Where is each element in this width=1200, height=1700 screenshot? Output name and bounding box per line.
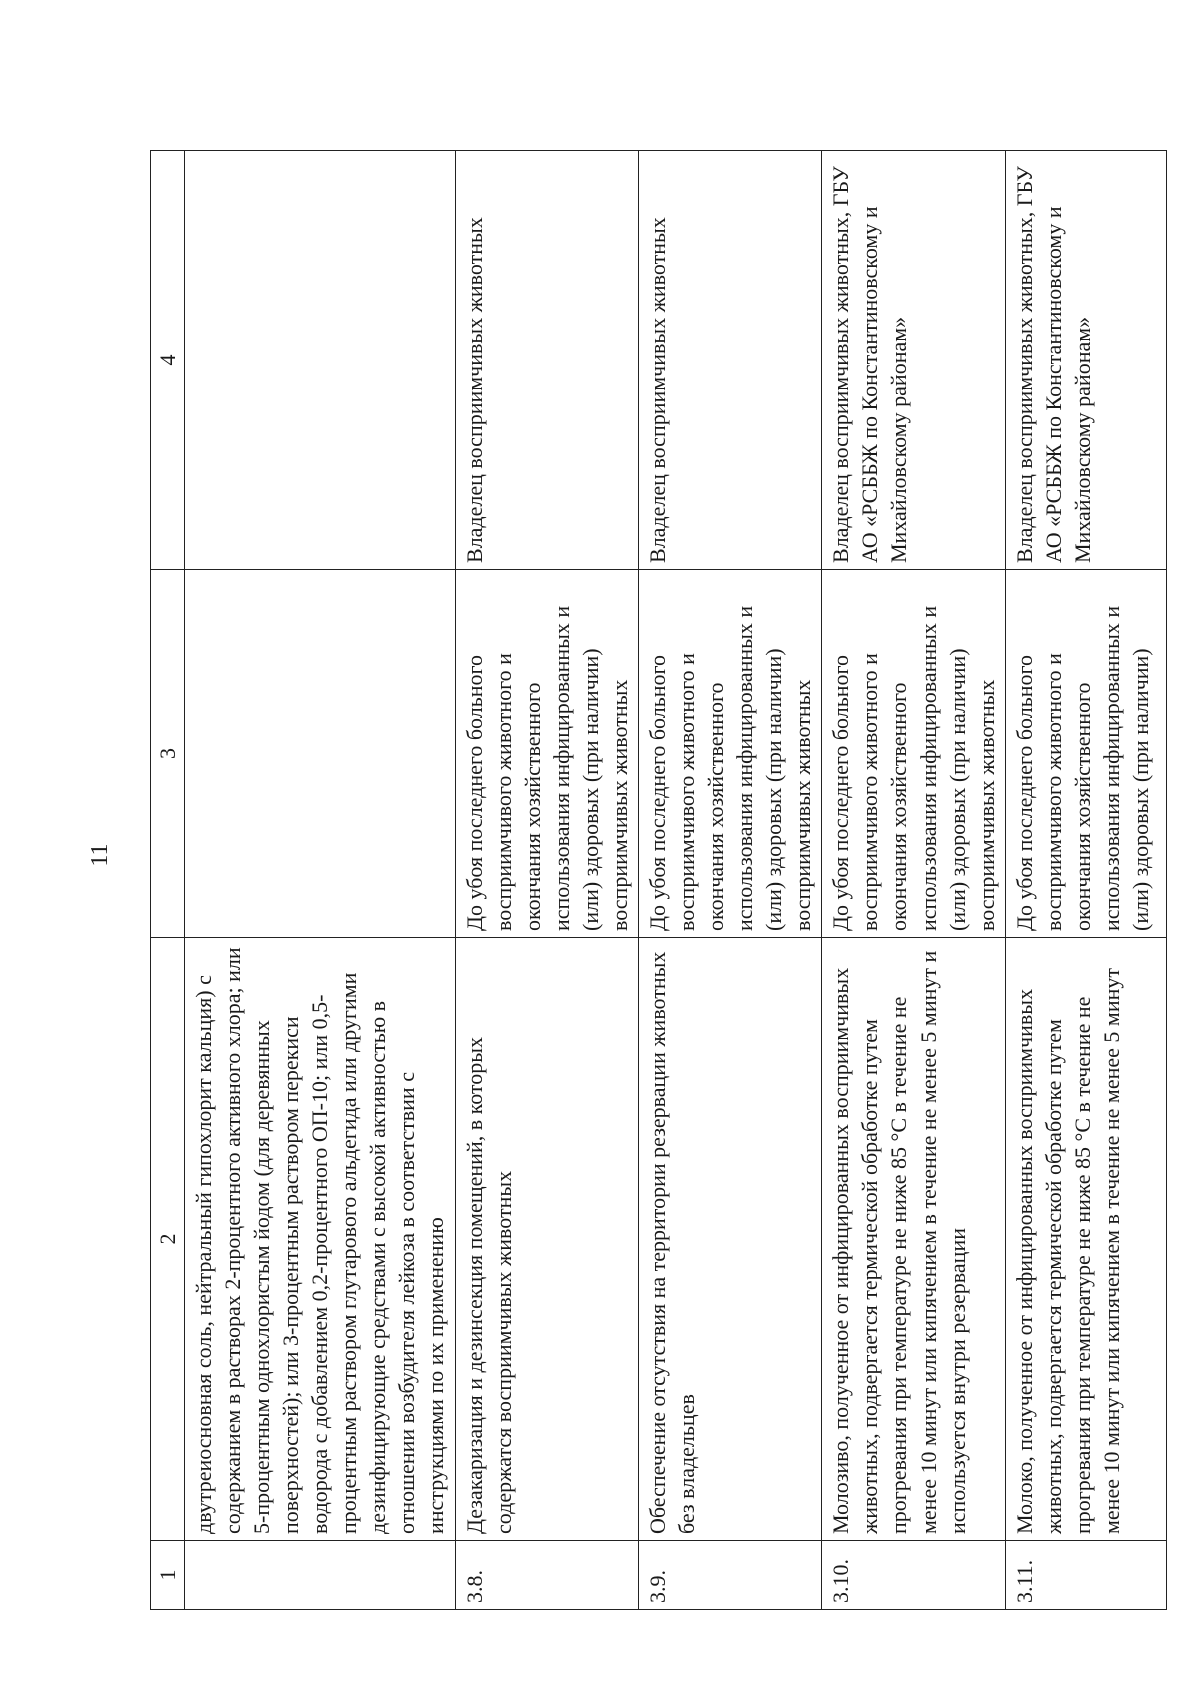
rotated-page [55, 30, 1175, 1680]
row-number: 3.9. [639, 1541, 822, 1610]
page-number: 11 [87, 843, 113, 867]
row-responsible: Владелец восприимчивых животных [456, 151, 639, 570]
table-row [1005, 151, 1166, 1610]
table-header-row [151, 151, 185, 1610]
row-measure: двутреиосновная соль, нейтральный гипохлорит кальция) с содержанием в растворах 2-процентного активного хлора; или 5-процентным однохлористым йодом (для деревянных поверхностей); или 3-процентным раствором перекиси водорода с добавлением 0,2-процентного ОП-10; или 0,5-процентным раствором глутарового альдегида или другими дезинфицирующие средствами с высокой активностью в отношении возбудителя лейкоза в соответствии с инструкциями по их применению [185, 938, 456, 1541]
row-responsible: Владелец восприимчивых животных, ГБУ АО «РСББЖ по Константиновскому и Михайловскому районам» [1005, 151, 1166, 570]
header-cell-1: 1 [151, 1541, 185, 1610]
table-row [185, 151, 456, 1610]
header-cell-2: 2 [151, 938, 185, 1541]
row-term: До убоя последнего больного восприимчивого животного и окончания хозяйственного использования инфицированных и (или) здоровых (при наличии) [1005, 570, 1166, 938]
row-number: 3.8. [456, 1541, 639, 1610]
table-row [639, 151, 822, 1610]
header-cell-4: 4 [151, 151, 185, 570]
row-measure: Молоко, полученное от инфицированных восприимчивых животных, подвергается термической обработке путем прогревания при температуре не ниже 85 °С в течение не менее 10 минут или кипячением в течение не менее 5 минут [1005, 938, 1166, 1541]
table-row [456, 151, 639, 1610]
row-measure: Дезакаризация и дезинсекция помещений, в которых содержатся восприимчивых животных [456, 938, 639, 1541]
row-number: 3.10. [822, 1541, 1005, 1610]
row-number [185, 1541, 456, 1610]
row-term: До убоя последнего больного восприимчивого животного и окончания хозяйственного использования инфицированных и (или) здоровых (при наличии) восприимчивых животных [822, 570, 1005, 938]
table-row [822, 151, 1005, 1610]
row-responsible: Владелец восприимчивых животных, ГБУ АО «РСББЖ по Константиновскому и Михайловскому районам» [822, 151, 1005, 570]
measures-table [150, 150, 1167, 1610]
row-measure: Обеспечение отсутствия на территории резервации животных без владельцев [639, 938, 822, 1541]
row-responsible: Владелец восприимчивых животных [639, 151, 822, 570]
row-number: 3.11. [1005, 1541, 1166, 1610]
row-term: До убоя последнего больного восприимчивого животного и окончания хозяйственного использования инфицированных и (или) здоровых (при наличии) восприимчивых животных [639, 570, 822, 938]
row-term [185, 570, 456, 938]
row-term: До убоя последнего больного восприимчивого животного и окончания хозяйственного использования инфицированных и (или) здоровых (при наличии) восприимчивых животных [456, 570, 639, 938]
row-responsible [185, 151, 456, 570]
row-measure: Молозиво, полученное от инфицированных восприимчивых животных, подвергается термической обработке путем прогревания при температуре не ниже 85 °С в течение не менее 10 минут или кипячением в течение не менее 5 минут и используется внутри резервации [822, 938, 1005, 1541]
header-cell-3: 3 [151, 570, 185, 938]
